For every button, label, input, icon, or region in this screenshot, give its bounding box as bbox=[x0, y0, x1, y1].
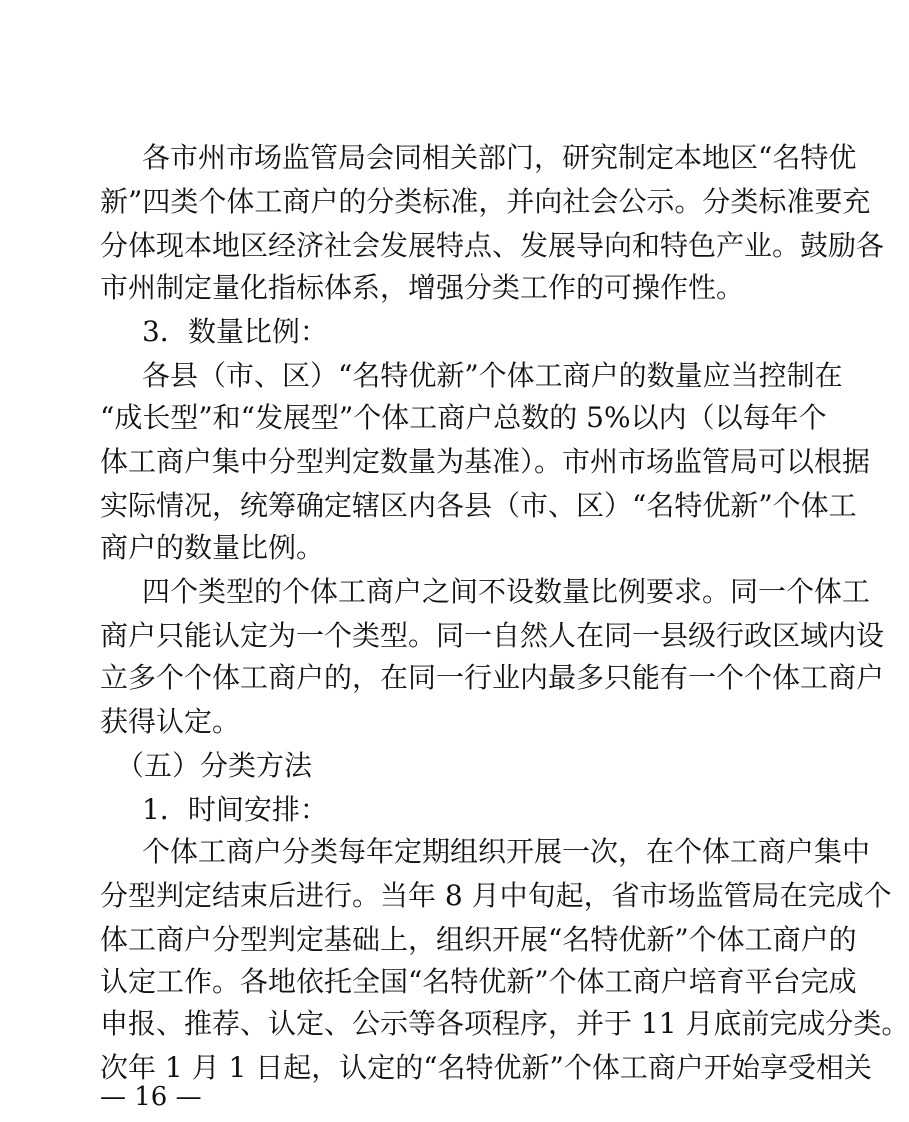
page-number: — 16 — bbox=[100, 1082, 202, 1112]
paragraph-line: 分体现本地区经济社会发展特点、发展导向和特色产业。鼓励各 bbox=[100, 229, 885, 262]
paragraph-line: 次年 1 月 1 日起，认定的“名特优新”个体工商户开始享受相关 bbox=[100, 1051, 872, 1084]
paragraph-line: “成长型”和“发展型”个体工商户总数的 5%以内（以每年个 bbox=[100, 401, 827, 434]
paragraph-line: 商户只能认定为一个类型。同一自然人在同一县级行政区域内设 bbox=[100, 619, 885, 652]
paragraph-line: 分型判定结束后进行。当年 8 月中旬起，省市场监管局在完成个 bbox=[100, 879, 892, 912]
paragraph-line: 商户的数量比例。 bbox=[100, 531, 325, 564]
paragraph-line: 新”四类个体工商户的分类标准，并向社会公示。分类标准要充 bbox=[100, 185, 871, 218]
section-heading: （五）分类方法 bbox=[116, 749, 313, 782]
paragraph-line: 立多个个体工商户的，在同一行业内最多只能有一个个体工商户 bbox=[100, 661, 885, 694]
paragraph-line: 体工商户分型判定基础上，组织开展“名特优新”个体工商户的 bbox=[100, 923, 857, 956]
paragraph-line: 实际情况，统筹确定辖区内各县（市、区）“名特优新”个体工 bbox=[100, 489, 857, 522]
paragraph-line: 各市州市场监管局会同相关部门，研究制定本地区“名特优 bbox=[142, 141, 857, 174]
section-subheading: 1．时间安排： bbox=[142, 793, 328, 826]
paragraph-line: 各县（市、区）“名特优新”个体工商户的数量应当控制在 bbox=[142, 359, 843, 392]
paragraph-line: 市州制定量化指标体系，增强分类工作的可操作性。 bbox=[100, 271, 745, 304]
paragraph-line: 体工商户集中分型判定数量为基准）。市州市场监管局可以根据 bbox=[100, 445, 871, 478]
paragraph-line: 四个类型的个体工商户之间不设数量比例要求。同一个体工 bbox=[142, 575, 871, 608]
section-subheading: 3．数量比例： bbox=[142, 315, 328, 348]
paragraph-line: 个体工商户分类每年定期组织开展一次，在个体工商户集中 bbox=[142, 835, 871, 868]
paragraph-line: 认定工作。各地依托全国“名特优新”个体工商户培育平台完成 bbox=[100, 965, 857, 998]
paragraph-line: 获得认定。 bbox=[100, 705, 241, 738]
paragraph-line: 申报、推荐、认定、公示等各项程序，并于 11 月底前完成分类。 bbox=[100, 1007, 909, 1040]
